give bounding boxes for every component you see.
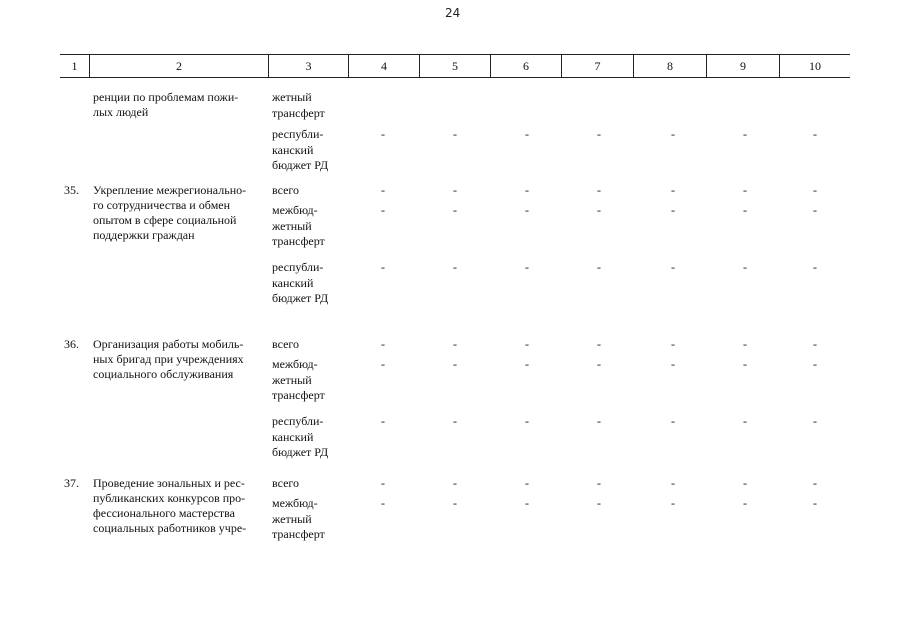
row-description: Проведение зональных и рес- публиканских конкурсов про- фессионального мастерства социальных работников учре-: [93, 476, 247, 535]
value-cell-col-6: -: [525, 476, 529, 490]
page-number: 24: [445, 6, 461, 20]
value-cell-col-8: -: [671, 357, 675, 371]
header-cell-3: 3: [268, 55, 348, 78]
value-cell-col-4: -: [381, 337, 385, 351]
value-cell-col-9: -: [743, 414, 747, 428]
row-description: Укрепление межрегионально- го сотрудничества и обмен опытом в сфере социальной поддержки граждан: [93, 183, 247, 242]
value-cell-col-4: -: [381, 496, 385, 510]
header-cell-6: 6: [490, 55, 561, 78]
row-number: 36.: [64, 337, 79, 351]
value-cell-col-7: -: [597, 203, 601, 217]
value-cell-col-5: -: [453, 414, 457, 428]
value-cell-col-10: -: [813, 476, 817, 490]
value-cell-col-9: -: [743, 203, 747, 217]
value-cell-col-7: -: [597, 260, 601, 274]
funding-source-label: межбюд- жетный трансферт: [272, 203, 325, 248]
value-cell-col-5: -: [453, 496, 457, 510]
value-cell-col-9: -: [743, 476, 747, 490]
funding-source-label: республи- канский бюджет РД: [272, 127, 329, 172]
value-cell-col-10: -: [813, 260, 817, 274]
value-cell-col-6: -: [525, 183, 529, 197]
row-description: ренции по проблемам пожи- лых людей: [93, 90, 239, 119]
value-cell-col-8: -: [671, 183, 675, 197]
value-cell-col-9: -: [743, 260, 747, 274]
funding-source-label: всего: [272, 476, 300, 490]
value-cell-col-5: -: [453, 337, 457, 351]
funding-source-label: межбюд- жетный трансферт: [272, 357, 325, 402]
value-cell-col-7: -: [597, 337, 601, 351]
value-cell-col-4: -: [381, 476, 385, 490]
header-cell-1: 1: [71, 59, 78, 73]
funding-source-label: всего: [272, 183, 300, 197]
header-cell-2: 2: [89, 55, 268, 78]
value-cell-col-4: -: [381, 414, 385, 428]
header-cell-4: 4: [348, 55, 419, 78]
header-cell-9: 9: [706, 55, 779, 78]
value-cell-col-5: -: [453, 127, 457, 141]
funding-source-label: республи- канский бюджет РД: [272, 260, 329, 305]
value-cell-col-7: -: [597, 496, 601, 510]
value-cell-col-4: -: [381, 260, 385, 274]
value-cell-col-9: -: [743, 357, 747, 371]
value-cell-col-9: -: [743, 183, 747, 197]
value-cell-col-6: -: [525, 414, 529, 428]
value-cell-col-5: -: [453, 260, 457, 274]
value-cell-col-6: -: [525, 337, 529, 351]
value-cell-col-6: -: [525, 357, 529, 371]
value-cell-col-8: -: [671, 203, 675, 217]
value-cell-col-6: -: [525, 496, 529, 510]
value-cell-col-4: -: [381, 203, 385, 217]
value-cell-col-8: -: [671, 260, 675, 274]
value-cell-col-9: -: [743, 496, 747, 510]
value-cell-col-8: -: [671, 414, 675, 428]
value-cell-col-8: -: [671, 476, 675, 490]
value-cell-col-4: -: [381, 127, 385, 141]
row-number: 37.: [64, 476, 79, 490]
value-cell-col-5: -: [453, 357, 457, 371]
value-cell-col-4: -: [381, 357, 385, 371]
funding-source-label: всего: [272, 337, 300, 351]
value-cell-col-8: -: [671, 337, 675, 351]
value-cell-col-7: -: [597, 183, 601, 197]
funding-source-label: республи- канский бюджет РД: [272, 414, 329, 459]
value-cell-col-10: -: [813, 183, 817, 197]
header-cell-5: 5: [419, 55, 490, 78]
value-cell-col-8: -: [671, 496, 675, 510]
row-number: 35.: [64, 183, 79, 197]
value-cell-col-10: -: [813, 203, 817, 217]
header-cell-7: 7: [561, 55, 633, 78]
funding-source-label: жетный трансферт: [272, 90, 325, 120]
value-cell-col-10: -: [813, 496, 817, 510]
table-header: [60, 54, 850, 78]
value-cell-col-8: -: [671, 127, 675, 141]
value-cell-col-7: -: [597, 476, 601, 490]
value-cell-col-7: -: [597, 414, 601, 428]
value-cell-col-9: -: [743, 127, 747, 141]
row-description: Организация работы мобиль- ных бригад при учреждениях социального обслуживания: [93, 337, 244, 381]
value-cell-col-5: -: [453, 476, 457, 490]
value-cell-col-5: -: [453, 203, 457, 217]
value-cell-col-7: -: [597, 127, 601, 141]
value-cell-col-7: -: [597, 357, 601, 371]
value-cell-col-4: -: [381, 183, 385, 197]
value-cell-col-6: -: [525, 260, 529, 274]
header-cell-10: 10: [779, 55, 850, 78]
value-cell-col-10: -: [813, 414, 817, 428]
value-cell-col-10: -: [813, 337, 817, 351]
header-cell-8: 8: [633, 55, 706, 78]
value-cell-col-6: -: [525, 127, 529, 141]
value-cell-col-5: -: [453, 183, 457, 197]
value-cell-col-9: -: [743, 337, 747, 351]
value-cell-col-6: -: [525, 203, 529, 217]
value-cell-col-10: -: [813, 357, 817, 371]
funding-source-label: межбюд- жетный трансферт: [272, 496, 325, 541]
value-cell-col-10: -: [813, 127, 817, 141]
